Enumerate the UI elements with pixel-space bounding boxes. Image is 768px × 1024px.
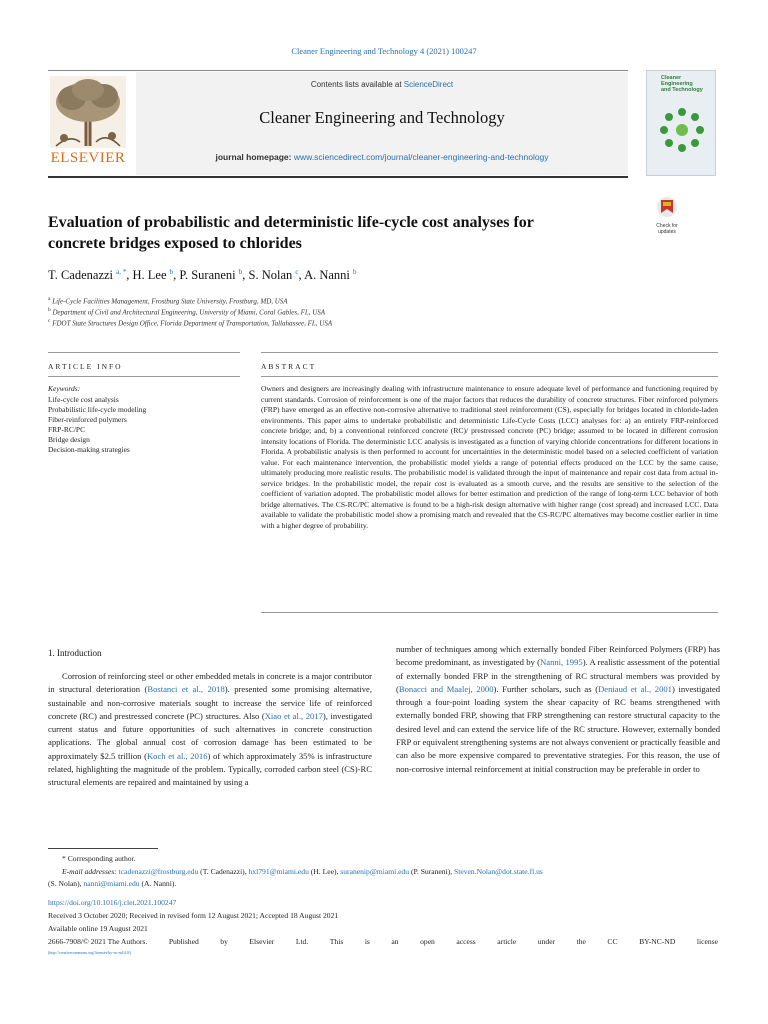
author-sup[interactable]: b xyxy=(353,268,357,276)
license-word: an xyxy=(391,937,399,946)
body-text: ). presented some promising alternative, sustainable and non-corrosive materials sought to increase the service life of reinforced concrete (RC) and prestressed concrete (PC) structures. Also ( xyxy=(48,684,372,721)
email-link[interactable]: tcadenazzi@frostburg.edu xyxy=(118,866,199,876)
citation-link[interactable]: Xiao et al., 2017 xyxy=(264,710,323,721)
journal-name[interactable]: Cleaner Engineering and Technology xyxy=(259,108,505,127)
journal-homepage-line xyxy=(136,152,628,162)
cover-graphic-icon xyxy=(659,107,705,153)
available-online: Available online 19 August 2021 xyxy=(48,924,148,933)
email-link[interactable]: suranenip@miami.edu xyxy=(340,866,410,876)
cover-title xyxy=(661,75,703,93)
affiliation-text: Department of Civil and Architectural Engineering, University of Miami, Coral Gables, FL, USA xyxy=(52,308,326,317)
homepage-url[interactable]: www.sciencedirect.com/journal/cleaner-engineering-and-technology xyxy=(293,152,549,162)
elsevier-tree-logo[interactable] xyxy=(50,76,126,148)
cover-title-line: Cleaner xyxy=(661,75,682,81)
footnotes xyxy=(48,853,718,891)
cover-title-line: and Technology xyxy=(661,87,703,93)
license-word: BY-NC-ND xyxy=(639,937,676,946)
abstract-text: Owners and designers are increasingly dealing with infrastructure maintenance to ensure adequate level of performance and functioning required by current standards. Corrosion of reinforcement is one of the major factors that reduces the durability of concrete structures. Fiber reinforced polymers (FRP) have emerged as an effective non-corrosive alternative to traditional steel reinforcement (CS), especially for bridges located in chloride-laden environments. This paper aims to undertake probabilistic and deterministic Life-Cycle Costs (LCC) analyses for: a) an entirely FRP-reinforced concrete bridge; and, b) a conventional reinforced concrete (RC)/ prestressed concrete (PC) bridge; assumed to be located in different corrosion intensity locations of Florida. The deterministic LCC analysis is investigated as a function of varying chloride concentrations for different locations in Florida. A probabilistic analysis is then performed to account for uncertainties in the deterministic model based on a selected coefficient of variation value. For each maintenance intervention, the probabilistic model yields a range of potential effects produced on the LCC by the same cause, ultimately producing more realistic results. The probabilistic model is validated through the input of maintenance and repair cost data from actual in-service bridges. In the probabilistic model, the repair cost is evaluated as a smooth curve, and the results are sensitive to the selection of the coefficient of variation adopted. The probabilistic model allows for better estimation and prediction of the range of long-term LCC behavior of both bridge alternatives. The CS-RC/PC alternative is found to be a high-risk design alternative with higher range (cost spread) and increased LCC. Data available to validate the probabilistic model show a promising match and revealed that the CS-RC/PC alternatives may become costlier earlier in time with a higher degree of probability. xyxy=(261,384,718,530)
info-mid-rule xyxy=(48,376,240,377)
author-sup[interactable]: b xyxy=(169,268,174,276)
keyword: FRP-RC/PC xyxy=(48,425,86,434)
affiliation-text: Life-Cycle Facilities Management, Frostburg State University, Frostburg, MD, USA xyxy=(52,297,288,306)
body-text: ) investigated through a four-point loading system the shear capacity of RC beams strengthened with externally bonded FRP, showing that FRP strengthening can restore structural capacity to the desired level and can extend the service life of the RC structure. However, externally bonded FRP or equivalent strengthening systems are not always convenient or practically feasible and can also be more expensive compared to preventative strategies. For this reason, the use of non-corrosive internal reinforcement at initial construction may be preferable in order to xyxy=(396,683,720,774)
keyword: Life-cycle cost analysis xyxy=(48,395,119,404)
homepage-label: journal homepage: xyxy=(215,152,292,162)
abstract-mid-rule xyxy=(261,376,718,377)
body-text: ). A realistic assessment of the potential of externally bonded FRP in the strengthening of RC structural members was provided by ( xyxy=(396,657,720,694)
license-word: license xyxy=(696,937,718,946)
received-dates: Received 3 October 2020; Received in revised form 12 August 2021; Accepted 18 August 2021 xyxy=(48,911,339,920)
keyword: Decision-making strategies xyxy=(48,445,130,454)
license-word: Ltd. xyxy=(295,937,309,946)
intro-right-column xyxy=(396,643,720,776)
body-text: Corrosion of reinforcing steel or other embedded metals in concrete is a major contributor in structural deterioration ( xyxy=(48,671,372,695)
keyword: Probabilistic life-cycle modeling xyxy=(48,405,147,414)
email-link[interactable]: nanni@miami.edu xyxy=(83,879,140,888)
article-info-heading: ARTICLE INFO xyxy=(48,362,123,371)
license-word: the xyxy=(576,937,586,946)
doi-url[interactable]: https://doi.org/10.1016/j.clet.2021.100247 xyxy=(48,898,177,907)
check-updates-text xyxy=(648,223,686,235)
body-text: ), investigated current status and future opportunities of such alternatives in concrete construction applications. The global annual cost of corrosion damage has been estimated to be approximately $2.5 trillion ( xyxy=(48,710,372,761)
email-owner: (S. Nolan), xyxy=(48,879,84,888)
check-updates-line: Check for xyxy=(656,223,678,229)
license-word: CC xyxy=(607,937,618,946)
author-name: A. Nanni xyxy=(304,268,350,283)
abstract-top-rule xyxy=(261,352,718,353)
keyword: Fiber-reinforced polymers xyxy=(48,415,127,424)
body-text: ) of which approximately 35% is infrastructure related, highlighting the magnitude of the problem. Typically, corroded carbon steel (CS)-RC structural elements are repaired and maintained by using a xyxy=(48,750,372,788)
license-word: by xyxy=(220,937,228,946)
contents-line xyxy=(136,80,628,89)
author-sup[interactable]: b xyxy=(238,268,243,276)
cover-title-line: Engineering xyxy=(661,81,693,87)
license-word: Published xyxy=(168,937,199,946)
affiliation-sup: a xyxy=(48,296,51,302)
license-url[interactable]: (http://creativecommons.org/licenses/by-nc-nd/4.0/). xyxy=(48,950,133,955)
citation-link[interactable]: Bonacci and Maalej, 2000 xyxy=(398,683,494,694)
title-line: Evaluation of probabilistic and deterministic life-cycle cost analyses for xyxy=(48,214,534,231)
author-name: S. Nolan xyxy=(248,268,293,283)
email-addresses-cont xyxy=(48,878,718,891)
author-name: P. Suraneni xyxy=(179,268,236,283)
author-name: T. Cadenazzi xyxy=(48,268,114,283)
check-updates-line: updates xyxy=(658,229,676,235)
license-word: Elsevier xyxy=(249,937,275,946)
citation-link[interactable]: Bostanci et al., 2018 xyxy=(147,684,225,695)
email-owner: (P. Suraneni), xyxy=(409,866,455,876)
keywords-list xyxy=(48,395,146,455)
license-word: under xyxy=(537,937,556,946)
abstract-heading: ABSTRACT xyxy=(261,362,317,371)
license-word: 2666-7908/© 2021 The Authors. xyxy=(48,937,148,946)
corresponding-author-note: * Corresponding author. xyxy=(62,854,136,863)
license-word: This xyxy=(329,937,344,946)
header-bottom-rule xyxy=(48,176,628,178)
title-line: concrete bridges exposed to chlorides xyxy=(48,235,302,252)
keyword: Bridge design xyxy=(48,435,90,444)
email-owner: (H. Lee), xyxy=(308,866,341,876)
license-statement xyxy=(48,937,718,946)
intro-left-column xyxy=(48,670,372,790)
abstract-bottom-rule xyxy=(261,612,718,613)
elsevier-wordmark[interactable]: ELSEVIER xyxy=(50,150,126,166)
journal-cover-thumbnail[interactable] xyxy=(646,70,716,176)
license-word: article xyxy=(497,937,517,946)
header-top-rule xyxy=(48,70,628,71)
author-list: T. Cadenazzi $^{a, *}$, H. Lee $^b$, P. Suraneni $^b$, S. Nolan $^c$, A. Nanni $^b$ xyxy=(48,268,357,283)
body-text: ). Further scholars, such as ( xyxy=(493,683,599,694)
email-owner: (T. Cadenazzi), xyxy=(198,866,249,876)
citation-link[interactable]: Deniaud et al., 2001 xyxy=(598,683,672,694)
affiliation xyxy=(48,307,325,316)
author-sup[interactable]: a, * xyxy=(116,268,127,276)
introduction-heading: 1. Introduction xyxy=(48,648,102,658)
citation-link[interactable]: Nanni, 1995 xyxy=(540,657,583,668)
email-label: E-mail addresses: xyxy=(62,866,117,876)
sciencedirect-link[interactable]: ScienceDirect xyxy=(403,80,454,89)
email-link[interactable]: hxl791@miami.edu xyxy=(248,866,309,876)
author-sup[interactable]: c xyxy=(295,268,299,276)
info-top-rule xyxy=(48,352,240,353)
keywords-label: Keywords: xyxy=(48,384,81,393)
affiliation xyxy=(48,296,288,305)
contents-prefix: Contents lists available at xyxy=(310,80,404,89)
license-word: is xyxy=(364,937,370,946)
check-updates-icon xyxy=(648,196,686,218)
citation-link[interactable]: Koch et al., 2016 xyxy=(146,750,208,761)
affiliation xyxy=(48,318,332,327)
email-link[interactable]: Steven.Nolan@dot.state.fl.us xyxy=(454,866,543,876)
article-title xyxy=(48,212,628,254)
footnote-rule xyxy=(48,848,158,849)
license-word: access xyxy=(456,937,476,946)
doi-link[interactable] xyxy=(48,898,176,907)
affiliation-sup: b xyxy=(48,307,51,313)
author-name: H. Lee xyxy=(132,268,167,283)
body-text: number of techniques among which externally bonded Fiber Reinforced Polymers (FRP) has become predominant, as investigated by ( xyxy=(396,644,720,668)
license-word: open xyxy=(420,937,435,946)
email-owner: (A. Nanni). xyxy=(139,879,177,888)
running-head[interactable]: Cleaner Engineering and Technology 4 (2021) 100247 xyxy=(291,46,477,56)
affiliation-sup: c xyxy=(48,318,51,324)
check-for-updates-badge[interactable] xyxy=(648,196,686,235)
affiliation-text: FDOT State Structures Design Office, Florida Department of Transportation, Tallahassee, FL, USA xyxy=(52,319,333,328)
email-addresses xyxy=(48,866,718,879)
